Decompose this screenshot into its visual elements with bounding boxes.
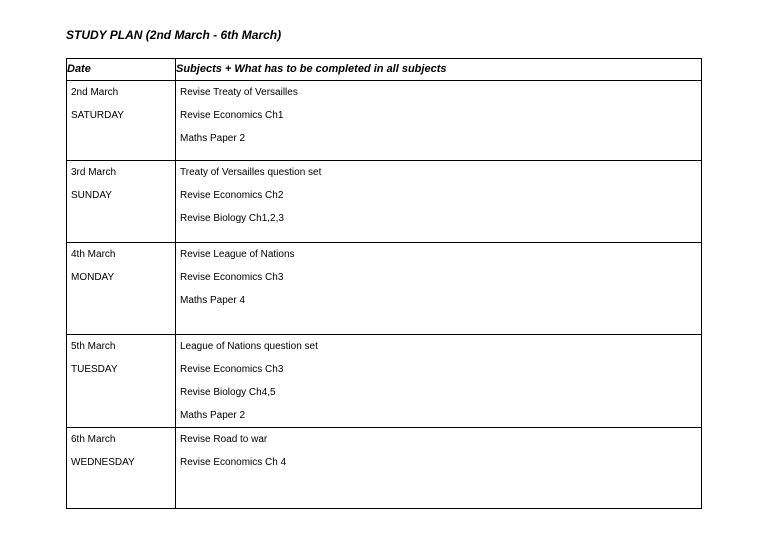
date-text: 3rd March	[71, 167, 117, 178]
date-cell	[67, 81, 176, 161]
table-row	[67, 81, 702, 161]
tasks-cell	[176, 335, 702, 428]
tasks-cell	[176, 161, 702, 243]
task-item: Maths Paper 2	[180, 133, 246, 144]
date-text: 4th March	[71, 249, 116, 260]
task-item: Revise Economics Ch1	[180, 110, 284, 121]
date-cell	[67, 243, 176, 335]
task-item: Treaty of Versailles question set	[180, 167, 322, 178]
day-text: SUNDAY	[71, 190, 112, 201]
date-cell	[67, 335, 176, 428]
date-text: 6th March	[71, 434, 116, 445]
table-row	[67, 243, 702, 335]
task-item: Maths Paper 4	[180, 295, 246, 306]
day-text: WEDNESDAY	[71, 457, 135, 468]
day-text: MONDAY	[71, 272, 115, 283]
page-title: STUDY PLAN (2nd March - 6th March)	[66, 28, 282, 42]
table-header-row	[67, 59, 702, 81]
column-header-subjects: Subjects + What has to be completed in all subjects	[176, 59, 702, 81]
date-cell	[67, 161, 176, 243]
table-row	[67, 161, 702, 243]
task-item: League of Nations question set	[180, 341, 318, 352]
table-row	[67, 335, 702, 428]
task-item: Revise Biology Ch4,5	[180, 387, 276, 398]
task-item: Revise Road to war	[180, 434, 268, 445]
task-item: Revise Economics Ch3	[180, 364, 284, 375]
tasks-cell	[176, 428, 702, 509]
task-item: Revise Biology Ch1,2,3	[180, 213, 284, 224]
column-header-date: Date	[67, 59, 176, 81]
task-item: Revise Economics Ch3	[180, 272, 284, 283]
table-row	[67, 428, 702, 509]
task-item: Revise Economics Ch2	[180, 190, 284, 201]
day-text: SATURDAY	[71, 110, 124, 121]
task-item: Revise Treaty of Versailles	[180, 87, 298, 98]
day-text: TUESDAY	[71, 364, 118, 375]
task-item: Revise Economics Ch 4	[180, 457, 287, 468]
study-plan-table	[66, 58, 702, 509]
date-text: 2nd March	[71, 87, 119, 98]
date-text: 5th March	[71, 341, 116, 352]
date-cell	[67, 428, 176, 509]
tasks-cell	[176, 243, 702, 335]
task-item: Revise League of Nations	[180, 249, 295, 260]
task-item: Maths Paper 2	[180, 410, 246, 421]
tasks-cell	[176, 81, 702, 161]
